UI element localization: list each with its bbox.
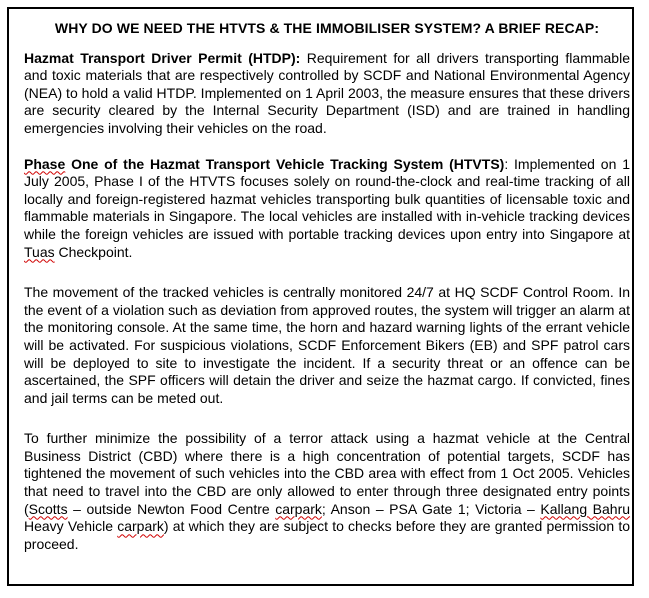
- htvts-text-a: : Implemented on 1 July 2005, Phase I of the HTVTS focuses solely on round-the-clock and real-time tracking of all locally and foreign-registered hazmat vehicles transporting bulk quantities of licensable toxic and flammable materials in Singapore. The local vehicles are installed with in-vehicle tracking devices while the foreign vehicles are issued with portable tracking devices upon entry into Singapore at: [24, 155, 630, 242]
- paragraph-monitoring: The movement of the tracked vehicles is centrally monitored 24/7 at HQ SCDF Control Room. In the event of a violation such as deviation from approved routes, the system will trigger an alarm at the monitoring console. At the same time, the horn and hazard warning lights of the errant vehicle will be activated. For suspicious violations, SCDF Enforcement Bikers (EB) and SPF patrol cars will be deployed to site to investigate the incident. If a security threat or an offence can be ascertained, the SPF officers will detain the driver and seize the hazmat cargo. If convicted, fines and jail terms can be meted out.: [24, 284, 630, 406]
- cbd-text-b: – outside Newton Food Centre: [67, 500, 276, 517]
- htvts-heading: One of the Hazmat Transport Vehicle Tracking System (HTVTS): [65, 155, 505, 172]
- page-title: WHY DO WE NEED THE HTVTS & THE IMMOBILISER SYSTEM? A BRIEF RECAP:: [54, 20, 600, 36]
- htdp-text: Requirement for all drivers transporting flammable and toxic materials that are respectively controlled by SCDF and National Environmental Agency (NEA) to hold a valid HTDP. Implemented on 1 April 2003, the measure ensures that these drivers are security cleared by the Internal Security Department (ISD) and are trained in handling emergencies involving their vehicles on the road.: [24, 49, 630, 136]
- cbd-text-e: ) at which they are subject to checks before they are granted permission to proceed.: [24, 518, 630, 552]
- cbd-text-d: Heavy Vehicle: [24, 518, 118, 535]
- htdp-heading: Hazmat Transport Driver Permit (HTDP):: [24, 49, 301, 66]
- recap-box: [7, 7, 634, 586]
- cbd-text-a: To further minimize the possibility of a terror attack using a hazmat vehicle at the Central Business District (CBD) where there is a high concentration of potential targets, SCDF has tightened the movement of such vehicles into the CBD area with effect from 1 Oct 2005. Vehicles that need to travel into the CBD are only allowed to enter through three designated entry points (: [24, 430, 630, 517]
- cbd-text-c: ; Anson – PSA Gate 1; Victoria –: [321, 500, 541, 517]
- paragraph-cbd: [24, 430, 630, 553]
- kallang-bahru-word: Kallang Bahru: [540, 500, 631, 517]
- paragraph-htvts: [24, 156, 630, 262]
- carpark-word-1: carpark: [275, 500, 322, 517]
- tuas-word: Tuas: [24, 243, 55, 260]
- document-body: [24, 20, 630, 553]
- carpark-word-2: carpark: [117, 518, 164, 535]
- htvts-text-b: Checkpoint.: [54, 243, 133, 260]
- htvts-heading-phase: Phase: [24, 155, 66, 172]
- paragraph-htdp: [24, 50, 630, 138]
- scotts-word: Scotts: [28, 500, 68, 517]
